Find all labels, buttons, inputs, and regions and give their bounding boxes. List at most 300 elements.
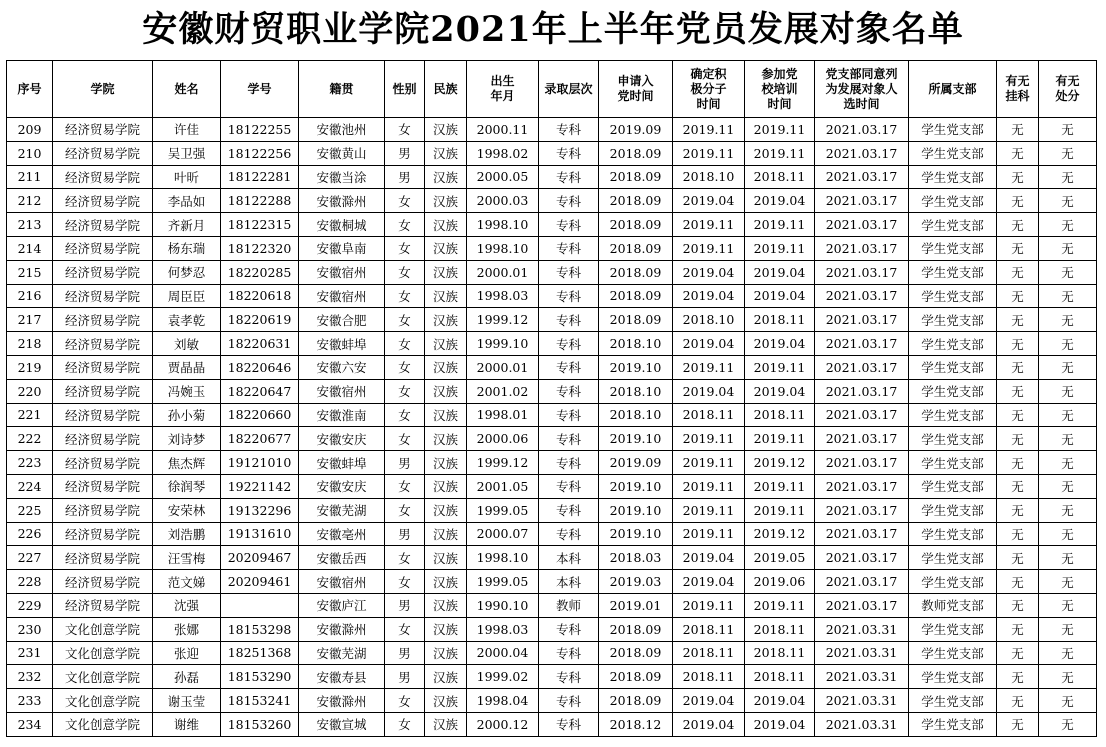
table-cell: 安徽蚌埠 <box>299 451 385 475</box>
table-cell: 汉族 <box>425 403 467 427</box>
table-cell: 2018.09 <box>599 260 673 284</box>
table-cell: 无 <box>1039 189 1097 213</box>
table-cell: 男 <box>385 141 425 165</box>
table-cell: 2021.03.17 <box>815 189 909 213</box>
table-cell: 2018.10 <box>673 165 745 189</box>
table-cell: 2019.11 <box>745 236 815 260</box>
table-cell: 无 <box>1039 712 1097 736</box>
table-cell: 2019.04 <box>673 284 745 308</box>
column-header: 录取层次 <box>539 61 599 118</box>
table-cell: 222 <box>7 427 53 451</box>
table-cell: 女 <box>385 712 425 736</box>
table-row <box>7 665 1097 689</box>
table-cell: 学生党支部 <box>909 641 997 665</box>
table-row <box>7 593 1097 617</box>
table-cell: 汉族 <box>425 260 467 284</box>
table-cell: 2018.11 <box>745 165 815 189</box>
table-cell: 226 <box>7 522 53 546</box>
table-cell: 男 <box>385 665 425 689</box>
table-cell: 1998.10 <box>467 213 539 237</box>
table-cell: 2019.03 <box>599 570 673 594</box>
table-cell: 209 <box>7 118 53 142</box>
table-cell: 2018.10 <box>599 403 673 427</box>
table-cell: 无 <box>997 617 1039 641</box>
table-cell: 2021.03.17 <box>815 451 909 475</box>
table-cell: 233 <box>7 689 53 713</box>
table-cell: 2019.11 <box>673 236 745 260</box>
table-cell: 焦杰辉 <box>153 451 221 475</box>
table-cell: 女 <box>385 308 425 332</box>
table-cell: 女 <box>385 617 425 641</box>
table-cell: 安徽桐城 <box>299 213 385 237</box>
table-cell: 汉族 <box>425 118 467 142</box>
table-cell: 2019.12 <box>745 451 815 475</box>
table-cell: 2018.10 <box>599 379 673 403</box>
table-cell: 教师党支部 <box>909 593 997 617</box>
table-cell: 2018.09 <box>599 141 673 165</box>
table-cell: 无 <box>1039 379 1097 403</box>
column-header: 序号 <box>7 61 53 118</box>
table-cell: 2019.11 <box>673 213 745 237</box>
table-cell: 2019.10 <box>599 355 673 379</box>
table-cell: 刘浩鹏 <box>153 522 221 546</box>
table-cell: 范文娣 <box>153 570 221 594</box>
table-cell: 2018.10 <box>599 332 673 356</box>
table-row <box>7 284 1097 308</box>
table-cell: 19131610 <box>221 522 299 546</box>
table-header-row <box>7 61 1097 118</box>
table-cell: 无 <box>1039 689 1097 713</box>
table-cell: 2019.11 <box>745 141 815 165</box>
table-cell: 学生党支部 <box>909 165 997 189</box>
table-cell: 2019.11 <box>673 498 745 522</box>
table-cell: 学生党支部 <box>909 712 997 736</box>
table-cell: 18220631 <box>221 332 299 356</box>
table-cell: 2018.11 <box>745 308 815 332</box>
table-cell: 2021.03.17 <box>815 165 909 189</box>
table-cell: 无 <box>997 189 1039 213</box>
table-cell: 经济贸易学院 <box>53 141 153 165</box>
table-cell: 2021.03.17 <box>815 118 909 142</box>
table-cell: 2021.03.17 <box>815 236 909 260</box>
table-cell: 18220618 <box>221 284 299 308</box>
table-cell: 2018.03 <box>599 546 673 570</box>
table-cell: 学生党支部 <box>909 332 997 356</box>
table-cell: 专科 <box>539 236 599 260</box>
table-cell: 汉族 <box>425 593 467 617</box>
table-cell: 2019.04 <box>745 689 815 713</box>
table-cell <box>221 593 299 617</box>
table-cell: 2000.12 <box>467 712 539 736</box>
table-cell: 2018.11 <box>673 665 745 689</box>
table-cell: 安徽岳西 <box>299 546 385 570</box>
table-cell: 2021.03.31 <box>815 617 909 641</box>
table-cell: 学生党支部 <box>909 689 997 713</box>
table-row <box>7 213 1097 237</box>
table-cell: 女 <box>385 118 425 142</box>
table-cell: 无 <box>997 165 1039 189</box>
table-cell: 无 <box>997 427 1039 451</box>
table-cell: 1999.12 <box>467 308 539 332</box>
table-cell: 汉族 <box>425 498 467 522</box>
table-cell: 安徽滁州 <box>299 617 385 641</box>
table-cell: 无 <box>1039 522 1097 546</box>
table-cell: 安徽亳州 <box>299 522 385 546</box>
table-cell: 经济贸易学院 <box>53 427 153 451</box>
table-cell: 安徽黄山 <box>299 141 385 165</box>
table-cell: 女 <box>385 213 425 237</box>
table-cell: 安徽庐江 <box>299 593 385 617</box>
table-cell: 经济贸易学院 <box>53 308 153 332</box>
table-cell: 2018.12 <box>599 712 673 736</box>
table-cell: 2021.03.17 <box>815 522 909 546</box>
table-cell: 无 <box>1039 546 1097 570</box>
table-cell: 无 <box>1039 474 1097 498</box>
table-cell: 安徽池州 <box>299 118 385 142</box>
table-cell: 安徽合肥 <box>299 308 385 332</box>
table-cell: 安徽淮南 <box>299 403 385 427</box>
table-cell: 2021.03.17 <box>815 403 909 427</box>
table-cell: 2019.04 <box>673 189 745 213</box>
table-cell: 安徽宿州 <box>299 284 385 308</box>
table-cell: 汉族 <box>425 641 467 665</box>
table-cell: 2021.03.17 <box>815 427 909 451</box>
table-cell: 2021.03.17 <box>815 570 909 594</box>
table-cell: 19221142 <box>221 474 299 498</box>
table-row <box>7 332 1097 356</box>
table-cell: 1999.12 <box>467 451 539 475</box>
table-cell: 汉族 <box>425 522 467 546</box>
table-cell: 2000.03 <box>467 189 539 213</box>
table-cell: 专科 <box>539 260 599 284</box>
table-cell: 2021.03.17 <box>815 355 909 379</box>
table-row <box>7 189 1097 213</box>
table-cell: 无 <box>997 498 1039 522</box>
table-cell: 1999.05 <box>467 498 539 522</box>
table-cell: 无 <box>997 641 1039 665</box>
table-cell: 19132296 <box>221 498 299 522</box>
table-cell: 女 <box>385 260 425 284</box>
table-cell: 2019.04 <box>745 379 815 403</box>
table-cell: 学生党支部 <box>909 189 997 213</box>
table-cell: 无 <box>997 665 1039 689</box>
table-cell: 18153241 <box>221 689 299 713</box>
table-cell: 无 <box>1039 236 1097 260</box>
table-cell: 2019.01 <box>599 593 673 617</box>
table-cell: 经济贸易学院 <box>53 451 153 475</box>
table-cell: 张迎 <box>153 641 221 665</box>
table-cell: 学生党支部 <box>909 141 997 165</box>
table-cell: 无 <box>1039 641 1097 665</box>
table-cell: 经济贸易学院 <box>53 260 153 284</box>
table-row <box>7 522 1097 546</box>
table-cell: 经济贸易学院 <box>53 593 153 617</box>
table-cell: 学生党支部 <box>909 260 997 284</box>
table-cell: 专科 <box>539 403 599 427</box>
table-cell: 经济贸易学院 <box>53 355 153 379</box>
table-cell: 无 <box>1039 355 1097 379</box>
table-cell: 汪雪梅 <box>153 546 221 570</box>
table-cell: 汉族 <box>425 213 467 237</box>
table-cell: 2021.03.17 <box>815 474 909 498</box>
table-cell: 专科 <box>539 665 599 689</box>
table-cell: 19121010 <box>221 451 299 475</box>
table-cell: 20209467 <box>221 546 299 570</box>
table-cell: 18153260 <box>221 712 299 736</box>
table-cell: 许佳 <box>153 118 221 142</box>
table-cell: 无 <box>997 213 1039 237</box>
table-cell: 安徽安庆 <box>299 427 385 451</box>
table-cell: 2021.03.31 <box>815 665 909 689</box>
column-header: 申请入 党时间 <box>599 61 673 118</box>
table-cell: 女 <box>385 379 425 403</box>
table-cell: 228 <box>7 570 53 594</box>
table-cell: 汉族 <box>425 665 467 689</box>
table-cell: 经济贸易学院 <box>53 332 153 356</box>
table-cell: 2019.04 <box>673 570 745 594</box>
table-cell: 18122281 <box>221 165 299 189</box>
table-cell: 孙磊 <box>153 665 221 689</box>
table-cell: 无 <box>997 284 1039 308</box>
table-cell: 叶昕 <box>153 165 221 189</box>
table-cell: 18220619 <box>221 308 299 332</box>
table-cell: 2018.11 <box>745 665 815 689</box>
table-cell: 汉族 <box>425 712 467 736</box>
table-cell: 齐新月 <box>153 213 221 237</box>
table-cell: 冯婉玉 <box>153 379 221 403</box>
table-cell: 无 <box>997 260 1039 284</box>
table-cell: 沈强 <box>153 593 221 617</box>
table-cell: 学生党支部 <box>909 451 997 475</box>
table-cell: 2018.11 <box>673 403 745 427</box>
table-cell: 18220646 <box>221 355 299 379</box>
table-cell: 无 <box>997 141 1039 165</box>
table-cell: 专科 <box>539 498 599 522</box>
table-cell: 2021.03.17 <box>815 308 909 332</box>
table-row <box>7 118 1097 142</box>
table-cell: 本科 <box>539 546 599 570</box>
table-cell: 学生党支部 <box>909 474 997 498</box>
table-cell: 学生党支部 <box>909 427 997 451</box>
table-row <box>7 165 1097 189</box>
table-cell: 女 <box>385 689 425 713</box>
table-cell: 211 <box>7 165 53 189</box>
table-cell: 2019.04 <box>745 284 815 308</box>
table-cell: 汉族 <box>425 617 467 641</box>
table-cell: 224 <box>7 474 53 498</box>
table-cell: 218 <box>7 332 53 356</box>
table-cell: 经济贸易学院 <box>53 236 153 260</box>
table-cell: 无 <box>997 522 1039 546</box>
table-cell: 18122288 <box>221 189 299 213</box>
table-cell: 232 <box>7 665 53 689</box>
table-cell: 2019.04 <box>745 260 815 284</box>
table-cell: 孙小菊 <box>153 403 221 427</box>
table-cell: 专科 <box>539 355 599 379</box>
table-cell: 2000.05 <box>467 165 539 189</box>
table-cell: 2019.11 <box>745 498 815 522</box>
table-cell: 专科 <box>539 641 599 665</box>
table-cell: 无 <box>997 118 1039 142</box>
table-cell: 学生党支部 <box>909 546 997 570</box>
table-row <box>7 641 1097 665</box>
table-cell: 1999.02 <box>467 665 539 689</box>
table-cell: 2018.10 <box>673 308 745 332</box>
table-cell: 无 <box>1039 141 1097 165</box>
table-cell: 1998.03 <box>467 284 539 308</box>
table-cell: 无 <box>1039 593 1097 617</box>
table-cell: 男 <box>385 451 425 475</box>
table-cell: 2018.09 <box>599 308 673 332</box>
table-cell: 专科 <box>539 213 599 237</box>
column-header: 出生 年月 <box>467 61 539 118</box>
table-cell: 221 <box>7 403 53 427</box>
table-cell: 无 <box>997 355 1039 379</box>
column-header: 确定积 极分子 时间 <box>673 61 745 118</box>
table-cell: 2019.11 <box>673 451 745 475</box>
table-cell: 2018.11 <box>745 617 815 641</box>
table-cell: 2019.11 <box>673 593 745 617</box>
table-cell: 2019.04 <box>745 332 815 356</box>
table-cell: 女 <box>385 332 425 356</box>
table-cell: 无 <box>997 593 1039 617</box>
table-row <box>7 617 1097 641</box>
table-cell: 2019.10 <box>599 427 673 451</box>
table-cell: 女 <box>385 546 425 570</box>
table-cell: 刘诗梦 <box>153 427 221 451</box>
column-header: 学号 <box>221 61 299 118</box>
table-cell: 女 <box>385 403 425 427</box>
table-cell: 2000.11 <box>467 118 539 142</box>
table-cell: 张娜 <box>153 617 221 641</box>
table-row <box>7 141 1097 165</box>
table-cell: 专科 <box>539 308 599 332</box>
table-cell: 安徽宿州 <box>299 379 385 403</box>
table-cell: 无 <box>997 308 1039 332</box>
table-cell: 无 <box>997 570 1039 594</box>
table-cell: 2019.11 <box>673 522 745 546</box>
table-cell: 文化创意学院 <box>53 665 153 689</box>
table-cell: 2018.09 <box>599 665 673 689</box>
table-cell: 2019.11 <box>673 141 745 165</box>
table-cell: 安徽寿县 <box>299 665 385 689</box>
table-cell: 专科 <box>539 189 599 213</box>
table-cell: 无 <box>1039 403 1097 427</box>
table-cell: 2018.09 <box>599 165 673 189</box>
table-cell: 2018.09 <box>599 236 673 260</box>
table-row <box>7 498 1097 522</box>
table-row <box>7 427 1097 451</box>
table-cell: 无 <box>1039 665 1097 689</box>
table-cell: 安徽滁州 <box>299 689 385 713</box>
table-cell: 本科 <box>539 570 599 594</box>
table-cell: 男 <box>385 165 425 189</box>
table-cell: 2019.09 <box>599 451 673 475</box>
table-cell: 无 <box>1039 213 1097 237</box>
table-cell: 专科 <box>539 522 599 546</box>
table-cell: 徐润琴 <box>153 474 221 498</box>
table-cell: 2019.09 <box>599 118 673 142</box>
table-cell: 女 <box>385 474 425 498</box>
table-row <box>7 308 1097 332</box>
table-cell: 2021.03.17 <box>815 284 909 308</box>
table-cell: 吴卫强 <box>153 141 221 165</box>
table-cell: 经济贸易学院 <box>53 213 153 237</box>
table-row <box>7 379 1097 403</box>
table-cell: 2000.07 <box>467 522 539 546</box>
table-cell: 杨东瑞 <box>153 236 221 260</box>
table-cell: 230 <box>7 617 53 641</box>
table-cell: 无 <box>997 712 1039 736</box>
table-cell: 学生党支部 <box>909 355 997 379</box>
column-header: 姓名 <box>153 61 221 118</box>
table-cell: 安徽滁州 <box>299 189 385 213</box>
table-cell: 18220660 <box>221 403 299 427</box>
table-cell: 2019.10 <box>599 474 673 498</box>
table-cell: 专科 <box>539 689 599 713</box>
column-header: 学院 <box>53 61 153 118</box>
table-cell: 2018.09 <box>599 617 673 641</box>
table-cell: 1998.03 <box>467 617 539 641</box>
table-cell: 2018.11 <box>745 641 815 665</box>
column-header: 性别 <box>385 61 425 118</box>
table-cell: 学生党支部 <box>909 570 997 594</box>
table-cell: 2001.02 <box>467 379 539 403</box>
table-cell: 无 <box>997 474 1039 498</box>
table-cell: 安徽安庆 <box>299 474 385 498</box>
table-cell: 223 <box>7 451 53 475</box>
table-cell: 安徽芜湖 <box>299 498 385 522</box>
table-cell: 1999.10 <box>467 332 539 356</box>
table-cell: 231 <box>7 641 53 665</box>
table-cell: 贾晶晶 <box>153 355 221 379</box>
table-cell: 专科 <box>539 284 599 308</box>
table-cell: 学生党支部 <box>909 308 997 332</box>
table-cell: 2019.04 <box>673 379 745 403</box>
table-cell: 2019.11 <box>745 355 815 379</box>
table-cell: 2019.04 <box>745 712 815 736</box>
table-cell: 2019.11 <box>745 593 815 617</box>
table-cell: 225 <box>7 498 53 522</box>
table-cell: 学生党支部 <box>909 522 997 546</box>
table-cell: 2019.04 <box>673 260 745 284</box>
table-cell: 无 <box>1039 451 1097 475</box>
table-cell: 无 <box>1039 165 1097 189</box>
table-row <box>7 260 1097 284</box>
table-cell: 男 <box>385 641 425 665</box>
table-cell: 汉族 <box>425 379 467 403</box>
table-cell: 1998.01 <box>467 403 539 427</box>
table-cell: 2000.04 <box>467 641 539 665</box>
table-cell: 18251368 <box>221 641 299 665</box>
table-cell: 无 <box>1039 284 1097 308</box>
table-cell: 1998.04 <box>467 689 539 713</box>
member-table <box>6 60 1097 737</box>
table-cell: 汉族 <box>425 141 467 165</box>
table-cell: 18122315 <box>221 213 299 237</box>
table-cell: 汉族 <box>425 474 467 498</box>
table-cell: 专科 <box>539 332 599 356</box>
table-cell: 何梦忍 <box>153 260 221 284</box>
table-cell: 安徽六安 <box>299 355 385 379</box>
column-header: 参加党 校培训 时间 <box>745 61 815 118</box>
table-cell: 文化创意学院 <box>53 617 153 641</box>
table-cell: 安徽阜南 <box>299 236 385 260</box>
table-cell: 2018.11 <box>745 403 815 427</box>
table-cell: 无 <box>1039 617 1097 641</box>
table-row <box>7 546 1097 570</box>
table-cell: 男 <box>385 522 425 546</box>
